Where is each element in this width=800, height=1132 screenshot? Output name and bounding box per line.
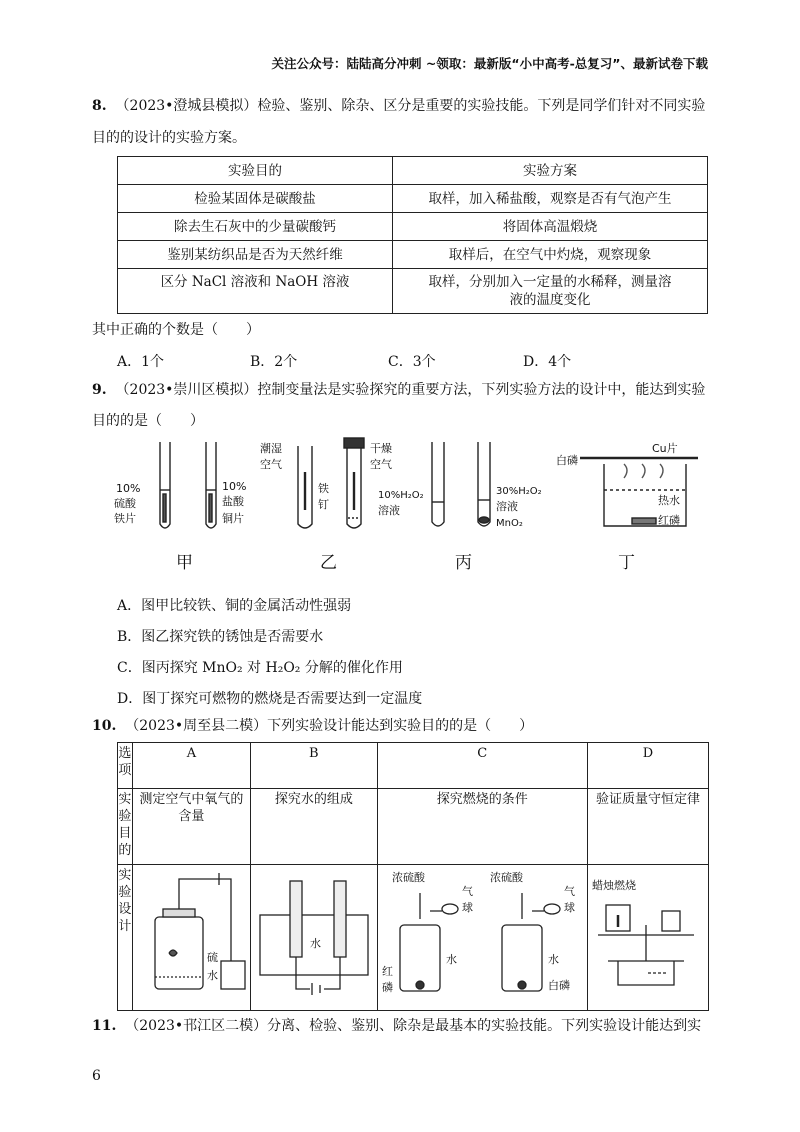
figure-label-jia: 甲 <box>176 553 193 573</box>
cell-line: 液的温度变化 <box>509 292 591 308</box>
col-header: B <box>251 743 377 789</box>
q9-stem-text: （2023•崇川区模拟）控制变量法是实验探究的重要方法，下列实验方法的设计中，能达到实验 <box>115 382 706 398</box>
figure-label-bing: 丙 <box>455 553 472 573</box>
q9-option-c: C．图丙探究 MnO₂ 对 H₂O₂ 分解的催化作用 <box>117 660 403 676</box>
label: 空气 <box>260 458 282 471</box>
side-label: 实 验 目 的 <box>118 789 133 865</box>
q11-stem-text: （2023•邗江区二模）分离、检验、鉴别、除杂是最基本的实验技能。下列实验设计能达到实 <box>125 1018 702 1034</box>
label: 溶液 <box>378 504 400 517</box>
figure-label-ding: 丁 <box>618 553 635 573</box>
label: 溶液 <box>496 500 518 513</box>
copper-strip-icon <box>209 494 212 522</box>
test-tube-icon <box>290 881 302 957</box>
label: 气 <box>462 885 474 898</box>
label: 30%H₂O₂ <box>496 486 542 497</box>
combustion-figure <box>380 865 584 1005</box>
side-label: 选 项 <box>118 743 133 789</box>
table-cell: 取样，加入稀盐酸，观察是否有气泡产生 <box>393 185 708 213</box>
label: 水 <box>207 969 219 982</box>
label: 10% <box>222 480 247 493</box>
cell-line: 取样，分别加入一定量的水稀释，测量溶 <box>428 274 672 290</box>
q10-table <box>117 742 709 1011</box>
q9-stem-line1 <box>92 380 705 400</box>
label: 红 <box>382 965 394 978</box>
q11-stem <box>92 1016 701 1036</box>
q10-stem-text: （2023•周至县二模）下列实验设计能达到实验目的的是（ ） <box>125 718 534 734</box>
label: 水 <box>548 953 560 966</box>
label: 铁片 <box>114 512 136 525</box>
label: 铜片 <box>222 512 244 525</box>
label: 气 <box>564 885 576 898</box>
page-header: 关注公众号：陆陆高分冲刺 ~领取：最新版“小中高考-总复习”、最新试卷下载 <box>271 56 708 71</box>
table-cell <box>393 269 708 314</box>
oxygen-apparatus-figure <box>135 865 247 1005</box>
table-cell: 除去生石灰中的少量碳酸钙 <box>118 213 393 241</box>
table-cell: 将固体高温煅烧 <box>393 213 708 241</box>
label: 10% <box>116 482 141 495</box>
label: 盐酸 <box>222 495 244 508</box>
col-header: C <box>377 743 587 789</box>
flame-icon <box>169 950 177 956</box>
label: 铁 <box>318 482 329 495</box>
label: 硫酸 <box>114 497 136 510</box>
side-label: 实 验 设 计 <box>118 865 133 1011</box>
q9-option-d: D．图丁探究可燃物的燃烧是否需要达到一定温度 <box>117 691 423 707</box>
q9-number: 9. <box>92 382 107 398</box>
label: 球 <box>462 901 474 914</box>
label: 红磷 <box>658 514 680 527</box>
stopper-icon <box>344 438 364 448</box>
q8-option-b: B．2个 <box>250 354 298 370</box>
table-header-row <box>118 157 708 185</box>
table-cell: 取样后，在空气中灼烧，观察现象 <box>393 241 708 269</box>
label: 水 <box>446 953 458 966</box>
test-tube-icon <box>432 442 444 526</box>
table-row <box>118 241 708 269</box>
label: 白磷 <box>548 979 571 992</box>
table-cell: 探究水的组成 <box>251 789 377 865</box>
table-row <box>118 213 708 241</box>
label: 浓硫酸 <box>392 871 426 884</box>
label: 空气 <box>370 458 392 471</box>
balloon-icon <box>442 904 458 914</box>
label: 水 <box>309 937 321 950</box>
label: 磷 <box>382 981 394 994</box>
table-cell: 探究燃烧的条件 <box>377 789 587 865</box>
table-cell-figure-d <box>588 865 709 1011</box>
table-row <box>118 185 708 213</box>
q9-figure <box>112 436 702 540</box>
flask-icon <box>155 917 203 989</box>
table-cell-figure-a <box>132 865 250 1011</box>
q10-number: 10. <box>92 718 117 734</box>
label: 10%H₂O₂ <box>378 490 424 501</box>
table-row <box>118 865 709 1011</box>
balance-figure <box>588 865 708 1005</box>
table-cell: 区分 NaCl 溶液和 NaOH 溶液 <box>118 269 393 314</box>
figure-label-yi: 乙 <box>320 553 337 573</box>
beaker-icon <box>221 961 245 989</box>
label: 干燥 <box>370 442 392 455</box>
q8-number: 8. <box>92 98 107 114</box>
label: 热水 <box>658 494 680 507</box>
table-cell: 测定空气中氧气的 含量 <box>132 789 250 865</box>
table-cell-figure-c <box>377 865 587 1011</box>
label: 浓硫酸 <box>490 871 524 884</box>
table-cell-figure-b <box>251 865 377 1011</box>
table-cell: 鉴别某纺织品是否为天然纤维 <box>118 241 393 269</box>
table-row <box>118 743 709 789</box>
label: 潮湿 <box>260 442 282 455</box>
label: 球 <box>564 901 576 914</box>
label: 蜡烛燃烧 <box>592 879 636 892</box>
iron-strip-icon <box>163 494 166 522</box>
q8-table <box>117 156 708 314</box>
q8-option-a: A．1个 <box>117 354 165 370</box>
page-number: 6 <box>92 1068 101 1084</box>
q8-option-c: C．3个 <box>388 354 436 370</box>
table-row <box>118 269 708 314</box>
col-header: 实验目的 <box>118 157 393 185</box>
test-tube-icon <box>478 442 490 526</box>
q11-number: 11. <box>92 1018 117 1034</box>
q8-option-d: D．4个 <box>523 354 572 370</box>
table-cell: 检验某固体是碳酸盐 <box>118 185 393 213</box>
q9-option-a: A．图甲比较铁、铜的金属活动性强弱 <box>117 598 352 614</box>
col-header: 实验方案 <box>393 157 708 185</box>
table-cell: 验证质量守恒定律 <box>588 789 709 865</box>
q8-stem-line1 <box>92 96 705 116</box>
col-header: A <box>132 743 250 789</box>
q9-option-b: B．图乙探究铁的锈蚀是否需要水 <box>117 629 324 645</box>
q8-ask: 其中正确的个数是（ ） <box>92 322 260 338</box>
label: MnO₂ <box>496 518 523 529</box>
balloon-icon <box>544 904 560 914</box>
label: Cu片 <box>652 442 678 455</box>
test-tube-icon <box>334 881 346 957</box>
q8-stem-text: （2023•澄城县模拟）检验、鉴别、除杂、区分是重要的实验技能。下列是同学们针对不同实验 <box>115 98 706 114</box>
q8-stem-line2: 目的的设计的实验方案。 <box>92 130 246 146</box>
label: 硫 <box>207 951 219 964</box>
q9-stem-line2: 目的的是（ ） <box>92 413 204 429</box>
label: 钉 <box>318 498 329 511</box>
electrolysis-figure <box>254 865 374 1005</box>
q10-stem <box>92 716 533 736</box>
col-header: D <box>588 743 709 789</box>
label: 白磷 <box>556 454 578 467</box>
table-row <box>118 789 709 865</box>
